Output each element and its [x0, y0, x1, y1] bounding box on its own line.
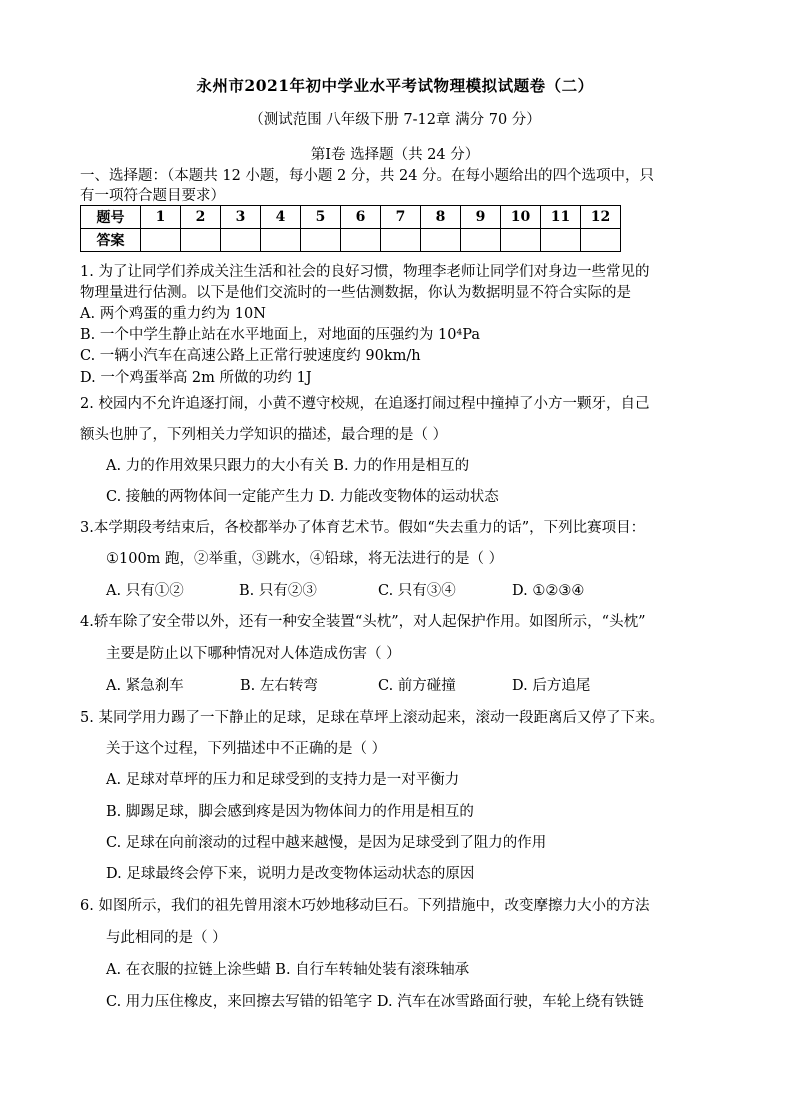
q4-option-d: D. 后方追尾 [512, 678, 591, 694]
q1-option-c: C. 一辆小汽车在高速公路上正常行驶速度约 90km/h [80, 348, 421, 364]
q5-option-a: A. 足球对草坪的压力和足球受到的支持力是一对平衡力 [106, 772, 460, 788]
q4-option-b: B. 左右转弯 [240, 678, 318, 694]
answer-table-number: 1 [141, 206, 181, 229]
page-subtitle: （测试范围 八年级下册 7-12章 满分 70 分） [249, 112, 541, 128]
answer-table-row-label: 题号 [81, 206, 141, 229]
answer-cell[interactable] [261, 229, 301, 252]
answer-table-row-label: 答案 [81, 229, 141, 252]
answer-cell[interactable] [381, 229, 421, 252]
q1-option-d: D. 一个鸡蛋举高 2m 所做的功约 1J [80, 370, 312, 386]
answer-table-number: 10 [501, 206, 541, 229]
answer-table-number: 2 [181, 206, 221, 229]
answer-cell[interactable] [221, 229, 261, 252]
q4-option-a: A. 紧急刹车 [106, 678, 184, 694]
section-title: 第Ⅰ卷 选择题（共 24 分） [310, 147, 480, 163]
q6-stem-line-2: 与此相同的是（ ） [106, 930, 227, 946]
page-title: 永州市2021年初中学业水平考试物理模拟试题卷（二） [196, 76, 594, 95]
answer-table-number: 9 [461, 206, 501, 229]
q2-options-cd: C. 接触的两物体间一定能产生力 D. 力能改变物体的运动状态 [106, 489, 499, 505]
q4-stem-line-1: 4.轿车除了安全带以外，还有一种安全装置“头枕”，对人起保护作用。如图所示，“头枕” [80, 614, 646, 630]
answer-cell[interactable] [461, 229, 501, 252]
q2-stem-line-2: 额头也肿了，下列相关力学知识的描述，最合理的是（ ） [80, 427, 448, 443]
q3-option-d: D. ①②③④ [512, 583, 585, 599]
q1-stem-line-2: 物理量进行估测。以下是他们交流时的一些估测数据，你认为数据明显不符合实际的是 [80, 285, 631, 301]
answer-table-number: 12 [581, 206, 621, 229]
q6-options-ab: A. 在衣服的拉链上涂些蜡 B. 自行车转轴处装有滚珠轴承 [106, 962, 470, 978]
q1-option-b: B. 一个中学生静止站在水平地面上，对地面的压强约为 10⁴Pa [80, 327, 480, 343]
answer-table-number: 11 [541, 206, 581, 229]
answer-table [80, 205, 621, 252]
q3-options [106, 579, 584, 600]
q3-stem-line-2: ①100m 跑，②举重，③跳水，④铅球，将无法进行的是（ ） [106, 551, 504, 567]
q5-stem-line-1: 5. 某同学用力踢了一下静止的足球，足球在草坪上滚动起来，滚动一段距离后又停了下来。 [80, 710, 664, 726]
answer-cell[interactable] [581, 229, 621, 252]
q6-options-cd: C. 用力压住橡皮，来回擦去写错的铅笔字 D. 汽车在冰雪路面行驶，车轮上绕有铁链 [106, 994, 644, 1010]
q4-stem-line-2: 主要是防止以下哪种情况对人体造成伤害（ ） [106, 646, 401, 662]
q1-stem-line-1: 1. 为了让同学们养成关注生活和社会的良好习惯，物理李老师让同学们对身边一些常见的 [80, 264, 650, 280]
q3-option-a: A. 只有①② [106, 583, 184, 599]
q3-stem-line-1: 3.本学期段考结束后，各校都举办了体育艺术节。假如“失去重力的话”，下列比赛项目： [80, 520, 646, 536]
q3-option-c: C. 只有③④ [378, 583, 456, 599]
answer-table-number: 5 [301, 206, 341, 229]
answer-table-answer-row [81, 229, 621, 252]
instructions-line-2: 有一项符合题目要求） [80, 188, 225, 204]
instructions-line-1: 一、选择题：（本题共 12 小题，每小题 2 分，共 24 分。在每小题给出的四个选项中，只 [80, 168, 655, 184]
q6-stem-line-1: 6. 如图所示，我们的祖先曾用滚木巧妙地移动巨石。下列措施中，改变摩擦力大小的方法 [80, 898, 650, 914]
answer-table-number: 3 [221, 206, 261, 229]
answer-cell[interactable] [181, 229, 221, 252]
answer-cell[interactable] [501, 229, 541, 252]
q3-option-b: B. 只有②③ [239, 583, 317, 599]
answer-table-number: 6 [341, 206, 381, 229]
answer-table-number: 8 [421, 206, 461, 229]
q4-options [106, 674, 590, 695]
q5-option-d: D. 足球最终会停下来，说明力是改变物体运动状态的原因 [106, 866, 475, 882]
answer-cell[interactable] [541, 229, 581, 252]
answer-table-number: 7 [381, 206, 421, 229]
answer-table-number: 4 [261, 206, 301, 229]
q2-stem-line-1: 2. 校园内不允许追逐打闹，小黄不遵守校规，在追逐打闹过程中撞掉了小方一颗牙，自己 [80, 396, 650, 412]
answer-cell[interactable] [301, 229, 341, 252]
q5-option-c: C. 足球在向前滚动的过程中越来越慢，是因为足球受到了阻力的作用 [106, 835, 547, 851]
q2-options-ab: A. 力的作用效果只跟力的大小有关 B. 力的作用是相互的 [106, 458, 470, 474]
q5-stem-line-2: 关于这个过程，下列描述中不正确的是（ ） [106, 741, 387, 757]
q1-option-a: A. 两个鸡蛋的重力约为 10N [80, 306, 266, 322]
answer-cell[interactable] [341, 229, 381, 252]
answer-cell[interactable] [141, 229, 181, 252]
q5-option-b: B. 脚踢足球，脚会感到疼是因为物体间力的作用是相互的 [106, 804, 474, 820]
q4-option-c: C. 前方碰撞 [378, 678, 456, 694]
answer-cell[interactable] [421, 229, 461, 252]
answer-table-number-row [81, 206, 621, 229]
